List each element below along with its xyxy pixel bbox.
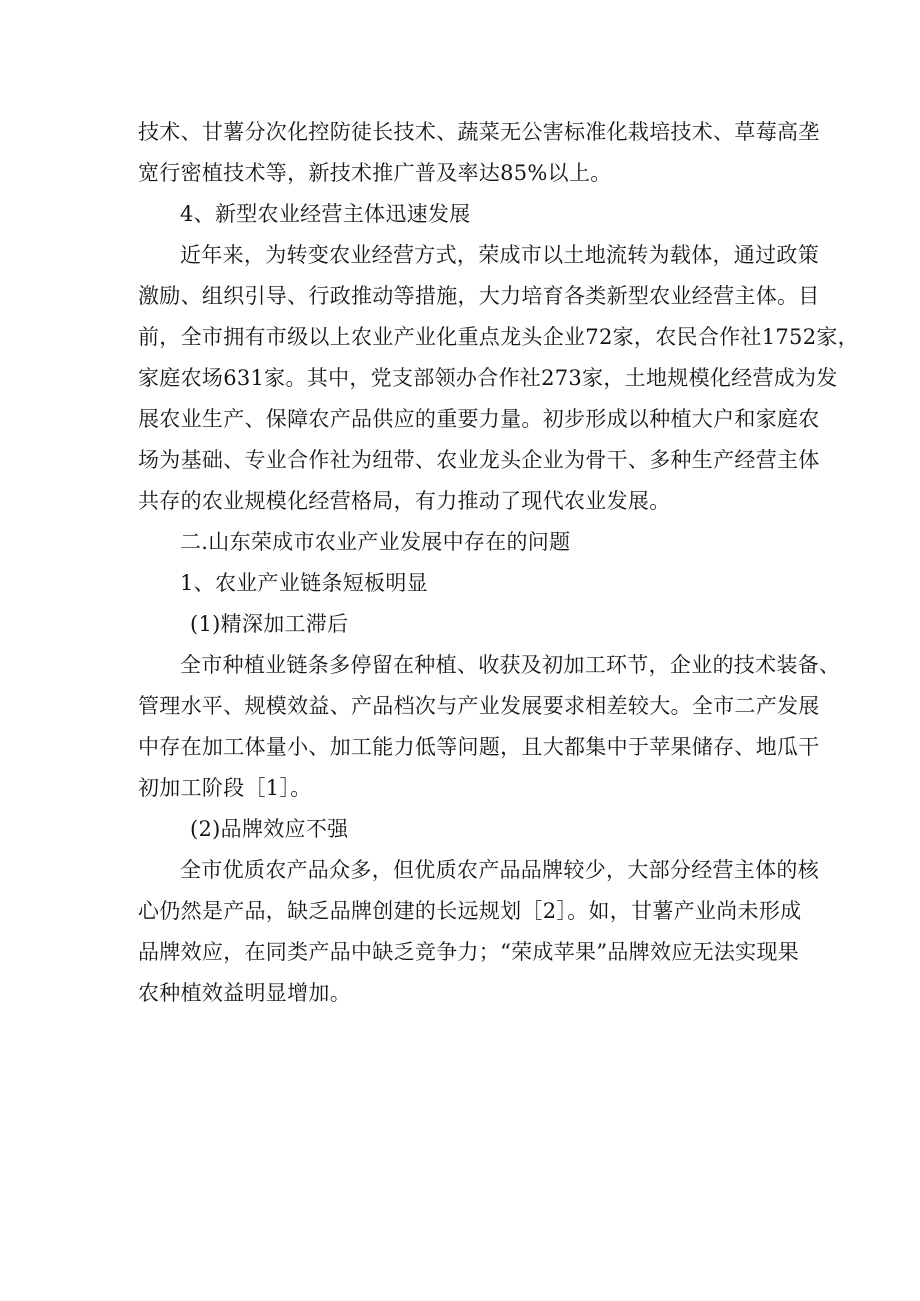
text-line: 宽行密植技术等，新技术推广普及率达85%以上。 (138, 161, 612, 185)
paragraph-continued (138, 112, 820, 194)
text-line: 初加工阶段［1］。 (138, 776, 312, 800)
subsection-heading-2 (138, 809, 788, 850)
text-line: 家庭农场631家。其中，党支部领办合作社273家，土地规模化经营成为发 (138, 366, 838, 390)
text-line: 农种植效益明显增加。 (138, 981, 351, 1005)
text-line: 心仍然是产品，缺乏品牌创建的长远规划［2］。如，甘薯产业尚未形成 (138, 899, 802, 923)
section-heading-4 (138, 194, 788, 235)
text-line: 中存在加工体量小、加工能力低等问题，且大都集中于苹果储存、地瓜干 (138, 735, 820, 759)
paragraph-new-entities (138, 235, 859, 522)
heading-text: (1)精深加工滞后 (190, 612, 349, 636)
heading-text: 4、新型农业经营主体迅速发展 (180, 202, 471, 226)
text-line: 激励、组织引导、行政推动等措施，大力培育各类新型农业经营主体。目 (138, 284, 820, 308)
paragraph-brand (138, 850, 819, 1014)
heading-text: 二.山东荣成市农业产业发展中存在的问题 (180, 530, 571, 554)
text-line: 全市优质农产品众多，但优质农产品品牌较少，大部分经营主体的核 (180, 858, 819, 882)
text-line: 技术、甘薯分次化控防徒长技术、蔬菜无公害标准化栽培技术、草莓高垄 (138, 120, 820, 144)
chapter-heading-2 (138, 522, 788, 563)
text-line: 近年来，为转变农业经营方式，荣成市以土地流转为载体，通过政策 (180, 243, 819, 267)
section-heading-1 (138, 563, 788, 604)
heading-text: 1、农业产业链条短板明显 (180, 571, 428, 595)
paragraph-processing (138, 645, 841, 809)
heading-text: (2)品牌效应不强 (190, 817, 349, 841)
text-line: 前，全市拥有市级以上农业产业化重点龙头企业72家，农民合作社1752家， (138, 325, 859, 349)
text-line: 品牌效应，在同类产品中缺乏竞争力；“荣成苹果”品牌效应无法实现果 (138, 940, 800, 964)
text-line: 全市种植业链条多停留在种植、收获及初加工环节，企业的技术装备、 (180, 653, 841, 677)
text-line: 共存的农业规模化经营格局，有力推动了现代农业发展。 (138, 489, 671, 513)
text-line: 场为基础、专业合作社为纽带、农业龙头企业为骨干、多种生产经营主体 (138, 448, 820, 472)
subsection-heading-1 (138, 604, 788, 645)
text-line: 管理水平、规模效益、产品档次与产业发展要求相差较大。全市二产发展 (138, 694, 820, 718)
document-body (138, 112, 859, 1014)
text-line: 展农业生产、保障农产品供应的重要力量。初步形成以种植大户和家庭农 (138, 407, 820, 431)
